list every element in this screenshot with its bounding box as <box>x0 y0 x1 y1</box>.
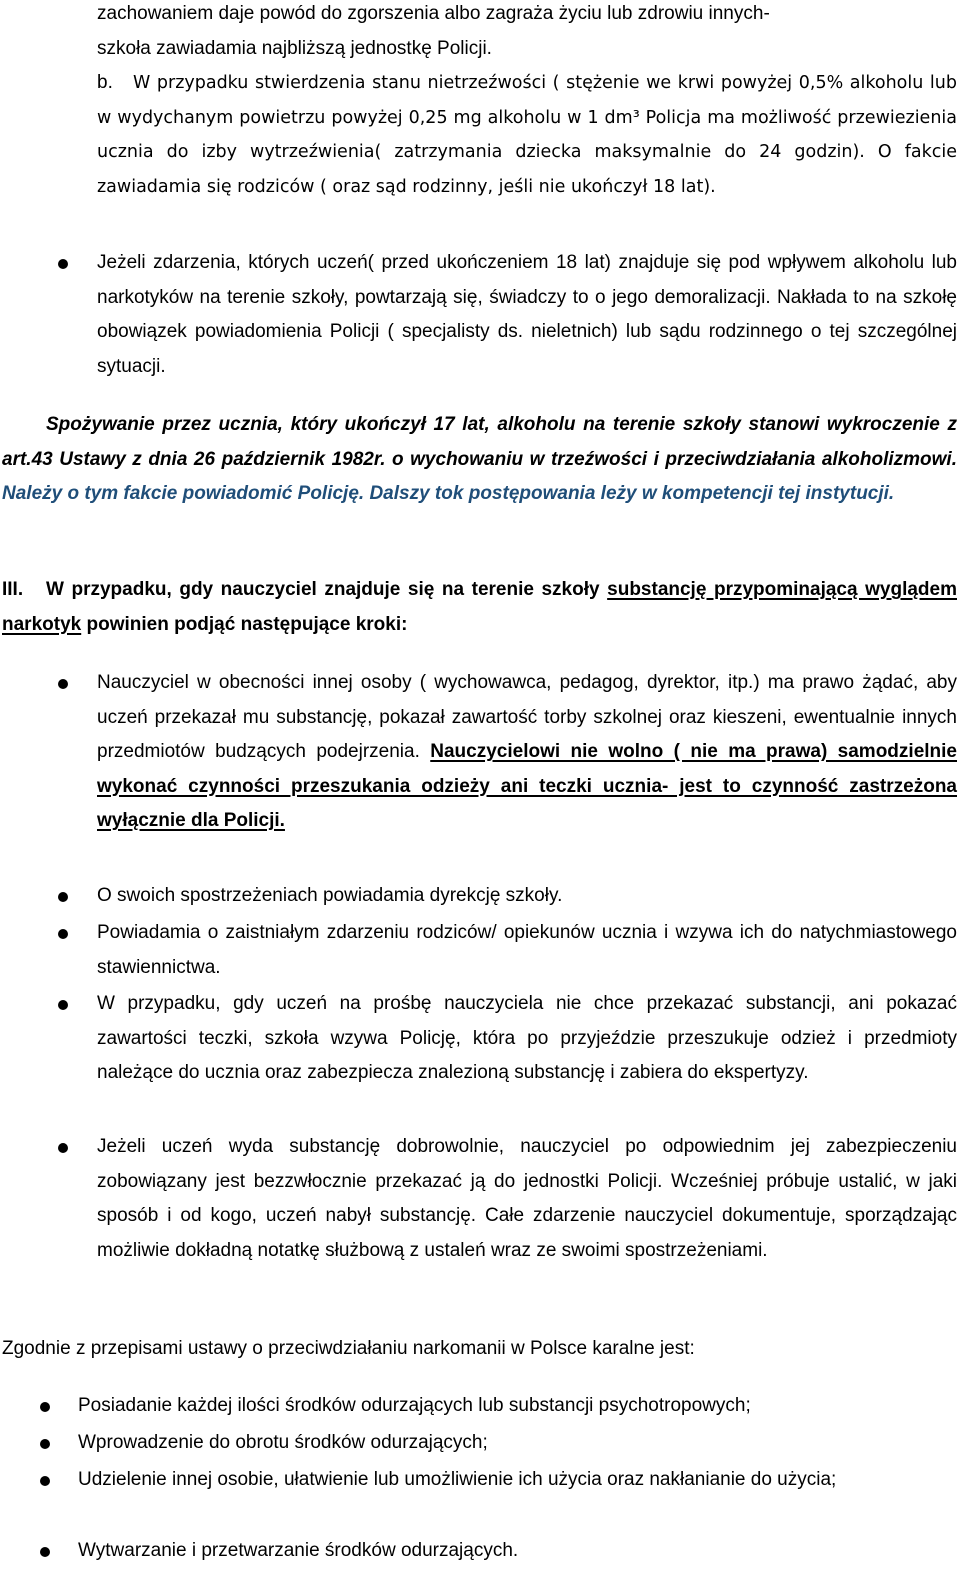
section-3-rest: powinien podjąć następujące kroki: <box>86 613 408 635</box>
bullet-icon <box>58 1143 68 1153</box>
bullet-icon <box>58 1000 68 1010</box>
section-3-item-5: Jeżeli uczeń wyda substancję dobrowolnie, nauczyciel po odpowiednim jej zabezpieczeniu zobowiązany jest bezzwłocznie przekazać ją do jednostki Policji. Wcześniej próbuje ustalić, w jaki sposób i od kogo, uczeń nabył substancję. Całe zdarzenie nauczyciel dokumentuje, sporządzając możliwie dokładną notatkę służbową z ustaleń wraz ze swoimi spostrzeżeniami. <box>97 1136 957 1261</box>
bullet-icon <box>58 679 68 689</box>
section-3-item-4: W przypadku, gdy uczeń na prośbę nauczyciela nie chce przekazać substancji, ani pokazać zawartości teczki, szkoła wzywa Policję, która po przyjeździe przeszukuje odzież i przedmioty należące do ucznia oraz zabezpiecza znalezioną substancję i zabiera do ekspertyzy. <box>97 993 957 1083</box>
bullet-icon <box>58 892 68 902</box>
item-b-text <box>97 66 957 204</box>
section-3-item-2: O swoich spostrzeżeniach powiadamia dyrekcję szkoły. <box>97 885 563 906</box>
section-3-numeral: III. <box>2 579 24 600</box>
alcohol-notice-part1: Spożywanie przez ucznia, który ukończył 17 lat, alkoholu na terenie szkoły stanowi wykroczenie z art.43 Ustawy z dnia 26 październik 1982r. o wychowaniu w trzeźwości i przeciwdziałania alkoholizmowi. <box>2 414 957 470</box>
bullet-icon <box>40 1547 50 1557</box>
alcohol-notice <box>2 408 957 512</box>
law-intro: Zgodnie z przepisami ustawy o przeciwdziałaniu narkomanii w Polsce karalne jest: <box>2 1338 695 1359</box>
law-item: Wytwarzanie i przetwarzanie środków odurzających. <box>78 1540 519 1561</box>
law-item: Posiadanie każdej ilości środków odurzających lub substancji psychotropowych; <box>78 1395 751 1416</box>
section-3-item-1-text: Nauczyciel w obecności innej osoby ( wychowawca, pedagog, dyrektor, itp.) ma prawo żądać, aby uczeń przekazał mu substancję, pokazał zawartość torby szkolnej oraz kieszeni, ewentualnie innych przedmiotów budzących podejrzenia. <box>97 672 957 762</box>
item-b-marker: b. <box>97 72 113 93</box>
bullet-icon <box>40 1439 50 1449</box>
alcohol-notice-part2: Należy o tym fakcie powiadomić Policję. Dalszy tok postępowania leży w kompetencji tej instytucji. <box>2 483 895 504</box>
section-3-heading <box>2 573 957 642</box>
bullet-icon <box>40 1476 50 1486</box>
top-line-1: zachowaniem daje powód do zgorszenia albo zagraża życiu lub zdrowiu innych- <box>97 3 770 24</box>
item-b-text-parents: O fakcie zawiadamia się rodziców ( oraz sąd rodzinny, jeśli nie ukończył 18 lat). <box>97 142 957 197</box>
section-3-item-1-emphasis: Nauczycielowi nie wolno ( nie ma prawa) samodzielnie wykonać czynności przeszukania odzieży ani teczki ucznia- jest to czynność zastrzeżona wyłącznie dla Policji. <box>97 741 957 831</box>
section-3-item-3: Powiadamia o zaistniałym zdarzeniu rodziców/ opiekunów ucznia i wzywa ich do natychmiastowego stawiennictwa. <box>97 922 957 978</box>
item-b-text-main: W przypadku stwierdzenia stanu nietrzeźwości ( stężenie we krwi powyżej 0,5% alkoholu lub w wydychanym powietrzu powyżej 0,25 mg alkoholu w 1 dm³ Policja ma możliwość przewiezienia ucznia do izby wytrzeźwienia( zatrzymania dziecka maksymalnie do 24 godzin). <box>97 73 957 162</box>
bullet-icon <box>58 259 68 269</box>
top-line-2: szkoła zawiadamia najbliższą jednostkę Policji. <box>97 38 492 59</box>
law-item: Wprowadzenie do obrotu środków odurzających; <box>78 1432 488 1453</box>
demoralization-paragraph: Jeżeli zdarzenia, których uczeń( przed ukończeniem 18 lat) znajduje się pod wpływem alkoholu lub narkotyków na terenie szkoły, powtarzają się, świadczy to o jego demoralizacji. Nakłada to na szkołę obowiązek powiadomienia Policji ( specjalisty ds. nieletnich) lub sądu rodzinnego o tej szczególnej sytuacji. <box>97 252 957 377</box>
law-item: Udzielenie innej osobie, ułatwienie lub umożliwienie ich użycia oraz nakłanianie do użycia; <box>78 1469 837 1490</box>
section-3-item-1 <box>97 666 957 839</box>
bullet-icon <box>40 1402 50 1412</box>
section-3-intro: W przypadku, gdy nauczyciel znajduje się na terenie szkoły <box>46 579 600 600</box>
bullet-icon <box>58 929 68 939</box>
section-3-underlined: substancję przypominającą wyglądem narkotyk <box>2 579 957 635</box>
